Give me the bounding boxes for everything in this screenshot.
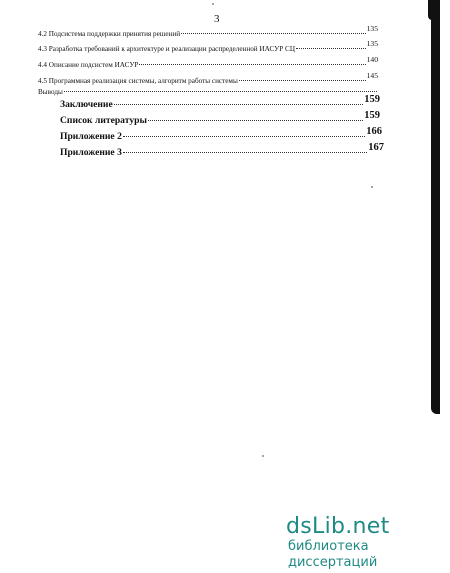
toc-item-title: 4.3 Разработка требований к архитектуре и реализации распределенной ИАСУР СЦ bbox=[38, 45, 296, 53]
dot-leader bbox=[296, 48, 366, 49]
scan-spine-shadow bbox=[431, 12, 440, 414]
toc-item-page: 159 bbox=[364, 110, 380, 121]
scan-speck bbox=[212, 3, 214, 5]
toc-item-title: 4.2 Подсистема поддержки принятия решений bbox=[38, 30, 181, 38]
toc-item-title: Приложение 3 bbox=[60, 147, 122, 158]
toc-item-page: 145 bbox=[366, 71, 378, 80]
toc-item-4-4 bbox=[38, 55, 378, 69]
toc-item-references bbox=[60, 110, 380, 126]
toc-item-page: 159 bbox=[364, 94, 380, 105]
dot-leader bbox=[123, 152, 367, 153]
dot-leader bbox=[148, 120, 363, 121]
dot-leader bbox=[114, 104, 364, 105]
toc-item-conclusions bbox=[38, 88, 378, 96]
table-of-contents bbox=[0, 0, 450, 200]
toc-item-title: Приложение 2 bbox=[60, 131, 122, 142]
toc-item-page: 166 bbox=[366, 126, 382, 137]
page-number: 3 bbox=[214, 13, 220, 25]
dot-leader bbox=[64, 91, 377, 92]
toc-item-conclusion bbox=[60, 94, 380, 110]
scan-speck bbox=[371, 186, 373, 188]
toc-item-page: 135 bbox=[366, 24, 378, 33]
toc-item-4-2 bbox=[38, 24, 378, 38]
watermark-brand: dsLib.net bbox=[286, 514, 390, 539]
toc-item-title: Список литературы bbox=[60, 115, 147, 126]
toc-item-title: Выводы bbox=[38, 88, 63, 96]
dot-leader bbox=[139, 64, 365, 65]
toc-item-page: 167 bbox=[368, 142, 384, 153]
watermark-logo bbox=[286, 515, 446, 571]
toc-item-title: 4.5 Программная реализация системы, алгоритм работы системы bbox=[38, 77, 238, 85]
dot-leader bbox=[239, 80, 366, 81]
toc-item-appendix-2 bbox=[60, 126, 382, 142]
scan-speck bbox=[262, 455, 264, 457]
toc-item-page: 135 bbox=[366, 39, 378, 48]
watermark-subtitle: библиотека диссертаций bbox=[288, 539, 378, 570]
dot-leader bbox=[181, 33, 366, 34]
toc-item-appendix-3 bbox=[60, 142, 384, 158]
toc-item-4-5 bbox=[38, 71, 378, 85]
dot-leader bbox=[123, 136, 365, 137]
toc-item-page: 140 bbox=[366, 55, 378, 64]
toc-item-title: Заключение bbox=[60, 99, 113, 110]
toc-item-4-3 bbox=[38, 39, 378, 53]
toc-item-title: 4.4 Описание подсистем ИАСУР bbox=[38, 61, 139, 69]
